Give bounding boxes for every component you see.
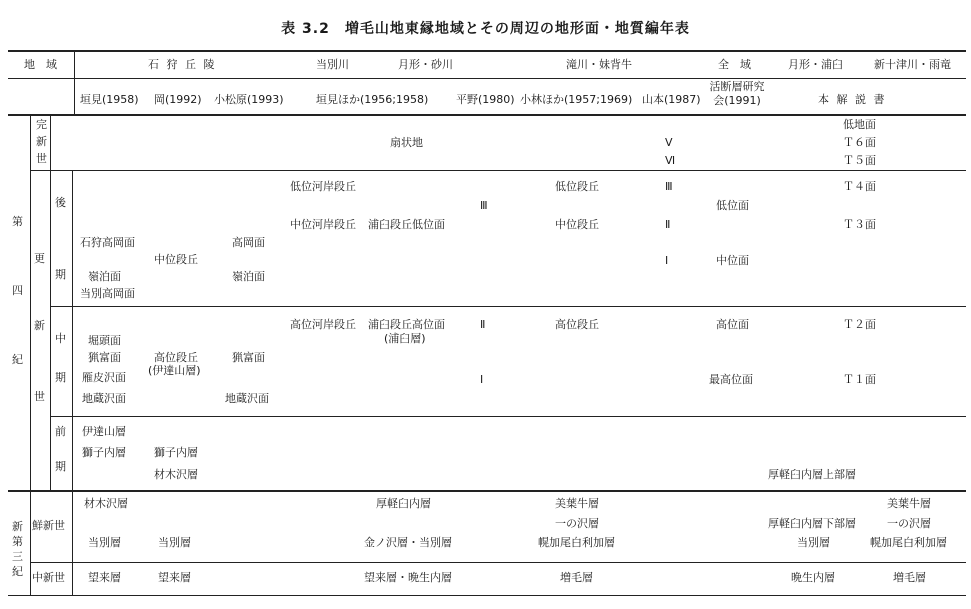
cell-katsu-highest: 最高位面	[709, 373, 753, 386]
cell-this-t5: Ｔ５面	[843, 154, 876, 167]
cell-komatsu-atsu: 猟富面	[232, 351, 265, 364]
quaternary-char-1: 第	[12, 215, 23, 228]
cell-urausu-high: 浦臼段丘高位面	[368, 318, 445, 331]
pliocene-bottom-line	[30, 562, 966, 563]
cell-this-t2: Ｔ２面	[843, 318, 876, 331]
cell-kakimi-zaimoku: 材木沢層	[84, 497, 128, 510]
cell-yamamoto-1: Ⅰ	[665, 254, 669, 267]
middle-char-2: 期	[55, 371, 66, 384]
cell-oka-tobetsu-lyr: 当別層	[158, 536, 191, 549]
cell-kakimi-jizo: 地蔵沢面	[82, 392, 126, 405]
cell-this-t6: Ｔ６面	[843, 136, 876, 149]
region-shintotsukawa-uryu: 新十津川・雨竜	[874, 58, 951, 71]
table-top-rule	[8, 50, 966, 52]
author-yamamoto: 山本(1987)	[642, 93, 701, 106]
miocene-label: 中新世	[32, 571, 65, 584]
cell-yamamoto-2: Ⅱ	[665, 218, 671, 231]
cell-kobayashi-ichino: 一の沢層	[555, 517, 599, 530]
page-title: 表 3.2 増毛山地東縁地域とその周辺の地形面・地質編年表	[281, 21, 690, 37]
cell-kakimi-tobetsu-lyr: 当別層	[88, 536, 121, 549]
table-bottom-rule	[8, 595, 966, 596]
region-tsukigata-sunagawa: 月形・砂川	[398, 58, 453, 71]
author-kakimi: 垣見(1958)	[80, 93, 139, 106]
cell-yamamoto-3: Ⅲ	[665, 180, 673, 193]
cell-kakimi-shishi: 獅子内層	[82, 446, 126, 459]
epoch-column-divider	[50, 114, 51, 490]
quaternary-column-divider	[30, 114, 31, 490]
cell-kobayashi-low: 低位段丘	[555, 180, 599, 193]
author-komatsubara: 小松原(1993)	[214, 93, 284, 106]
pleistocene-char-2: 新	[34, 319, 45, 332]
cell-oka-high: 高位段丘	[154, 351, 198, 364]
cell-oka-sub: (伊達山層)	[148, 364, 201, 377]
late-char-1: 後	[55, 196, 66, 209]
neogene-char-4: 紀	[12, 565, 23, 578]
holocene-char-1: 完	[36, 118, 47, 131]
cell-this-t4: Ｔ４面	[843, 180, 876, 193]
author-kakimi-et-al: 垣見ほか(1956;1958)	[316, 93, 429, 106]
cell-yamamoto-6: Ⅵ	[665, 154, 676, 167]
neogene-column-divider	[30, 490, 31, 595]
cell-oka-borai: 望来層	[158, 571, 191, 584]
cell-kakimi-atsu: 猟富面	[88, 351, 121, 364]
cell-oka-mid: 中位段丘	[154, 253, 198, 266]
quaternary-char-3: 紀	[12, 353, 23, 366]
cell-katsu-low: 低位面	[716, 199, 749, 212]
cell-this-mashike: 増毛層	[893, 571, 926, 584]
neogene-char-2: 第	[12, 535, 23, 548]
quaternary-char-2: 四	[12, 284, 23, 297]
author-katsudanso: 活断層研究会(1991)	[709, 80, 765, 107]
cell-kakimi2-borai: 望来層・晩生内層	[364, 571, 452, 584]
holocene-bottom-line	[30, 170, 966, 171]
cell-this-bansei: 晩生内層	[791, 571, 835, 584]
pleistocene-char-3: 世	[34, 390, 45, 403]
cell-oka-zaimoku: 材木沢層	[154, 468, 198, 481]
cell-kakimi-date: 伊達山層	[82, 425, 126, 438]
cell-komatsu-jizo: 地蔵沢面	[225, 392, 269, 405]
cell-fan: 扇状地	[390, 136, 423, 149]
cell-this-bibai: 美葉牛層	[887, 497, 931, 510]
cell-kakimi2-low: 低位河岸段丘	[290, 180, 356, 193]
author-hirano: 平野(1980)	[456, 93, 515, 106]
header-bottom-rule	[8, 114, 966, 116]
cell-kakimi2-atsuta: 厚軽臼内層	[376, 497, 431, 510]
cell-this-atsuta-lower: 厚軽臼内層下部層	[768, 517, 856, 530]
author-oka: 岡(1992)	[154, 93, 202, 106]
cell-kobayashi-mid: 中位段丘	[555, 218, 599, 231]
early-char-1: 前	[55, 425, 66, 438]
cell-this-horo: 幌加尾白利加層	[870, 536, 947, 549]
author-this-report: 本 解 説 書	[818, 93, 887, 106]
cell-katsu-mid: 中位面	[716, 254, 749, 267]
cell-kakimi2-high: 高位河岸段丘	[290, 318, 356, 331]
cell-kakimi-borai: 望来層	[88, 571, 121, 584]
region-tobetsu: 当別川	[316, 58, 349, 71]
cell-kobayashi-horo: 幌加尾白利加層	[538, 536, 615, 549]
cell-this-t1: Ｔ１面	[843, 373, 876, 386]
cell-hirano-2: Ⅱ	[480, 318, 486, 331]
region-tsukigata-urausu: 月形・浦臼	[788, 58, 843, 71]
late-char-2: 期	[55, 268, 66, 281]
region-column-divider	[74, 50, 75, 114]
cell-kakimi2-mid: 中位河岸段丘	[290, 218, 356, 231]
cell-kakimi-horie: 堀頭面	[88, 334, 121, 347]
cell-urausu-low: 浦臼段丘低位面	[368, 218, 445, 231]
neogene-label-divider	[72, 490, 73, 595]
cell-hirano-3: Ⅲ	[480, 199, 488, 212]
cell-kakimi-ishikari: 石狩高岡面	[80, 236, 135, 249]
cell-this-t3: Ｔ３面	[843, 218, 876, 231]
holocene-char-3: 世	[36, 152, 47, 165]
cell-this-low: 低地面	[843, 118, 876, 131]
middle-char-1: 中	[55, 332, 66, 345]
middle-bottom-line	[50, 416, 966, 417]
region-ishikari: 石 狩 丘 陵	[148, 58, 217, 71]
cell-urausu-sub: (浦臼層)	[384, 332, 426, 345]
cell-hirano-1: Ⅰ	[480, 373, 484, 386]
cell-kakimi-rei: 嶺泊面	[88, 270, 121, 283]
early-char-2: 期	[55, 460, 66, 473]
cell-kakimi2-kanano: 金ノ沢層・当別層	[364, 536, 452, 549]
pliocene-label: 鮮新世	[32, 519, 65, 532]
cell-this-tobetsu: 当別層	[797, 536, 830, 549]
cell-kakimi-tobetsu: 当別高岡面	[80, 287, 135, 300]
holocene-char-2: 新	[36, 135, 47, 148]
cell-yamamoto-5: Ⅴ	[665, 136, 673, 149]
cell-this-atsuta-upper: 厚軽臼内層上部層	[768, 468, 856, 481]
cell-oka-shishi: 獅子内層	[154, 446, 198, 459]
neogene-char-1: 新	[12, 520, 23, 533]
cell-kobayashi-bibai: 美葉牛層	[555, 497, 599, 510]
header-divider	[8, 78, 966, 79]
quaternary-bottom-rule	[8, 490, 966, 492]
pleistocene-char-1: 更	[34, 252, 45, 265]
cell-katsu-high: 高位面	[716, 318, 749, 331]
cell-kobayashi-high: 高位段丘	[555, 318, 599, 331]
region-label: 地 域	[24, 58, 57, 71]
stage-column-divider	[72, 170, 73, 490]
late-bottom-line	[50, 306, 966, 307]
author-kobayashi: 小林ほか(1957;1969)	[520, 93, 633, 106]
region-takikawa-moseushi: 滝川・妹背牛	[566, 58, 632, 71]
cell-komatsu-rei: 嶺泊面	[232, 270, 265, 283]
neogene-char-3: 三	[12, 550, 23, 563]
region-all: 全 域	[718, 58, 751, 71]
cell-komatsu-takaoka: 高岡面	[232, 236, 265, 249]
cell-kakimi-gan: 雁皮沢面	[82, 371, 126, 384]
cell-this-ichino: 一の沢層	[887, 517, 931, 530]
cell-kobayashi-mashike: 増毛層	[560, 571, 593, 584]
